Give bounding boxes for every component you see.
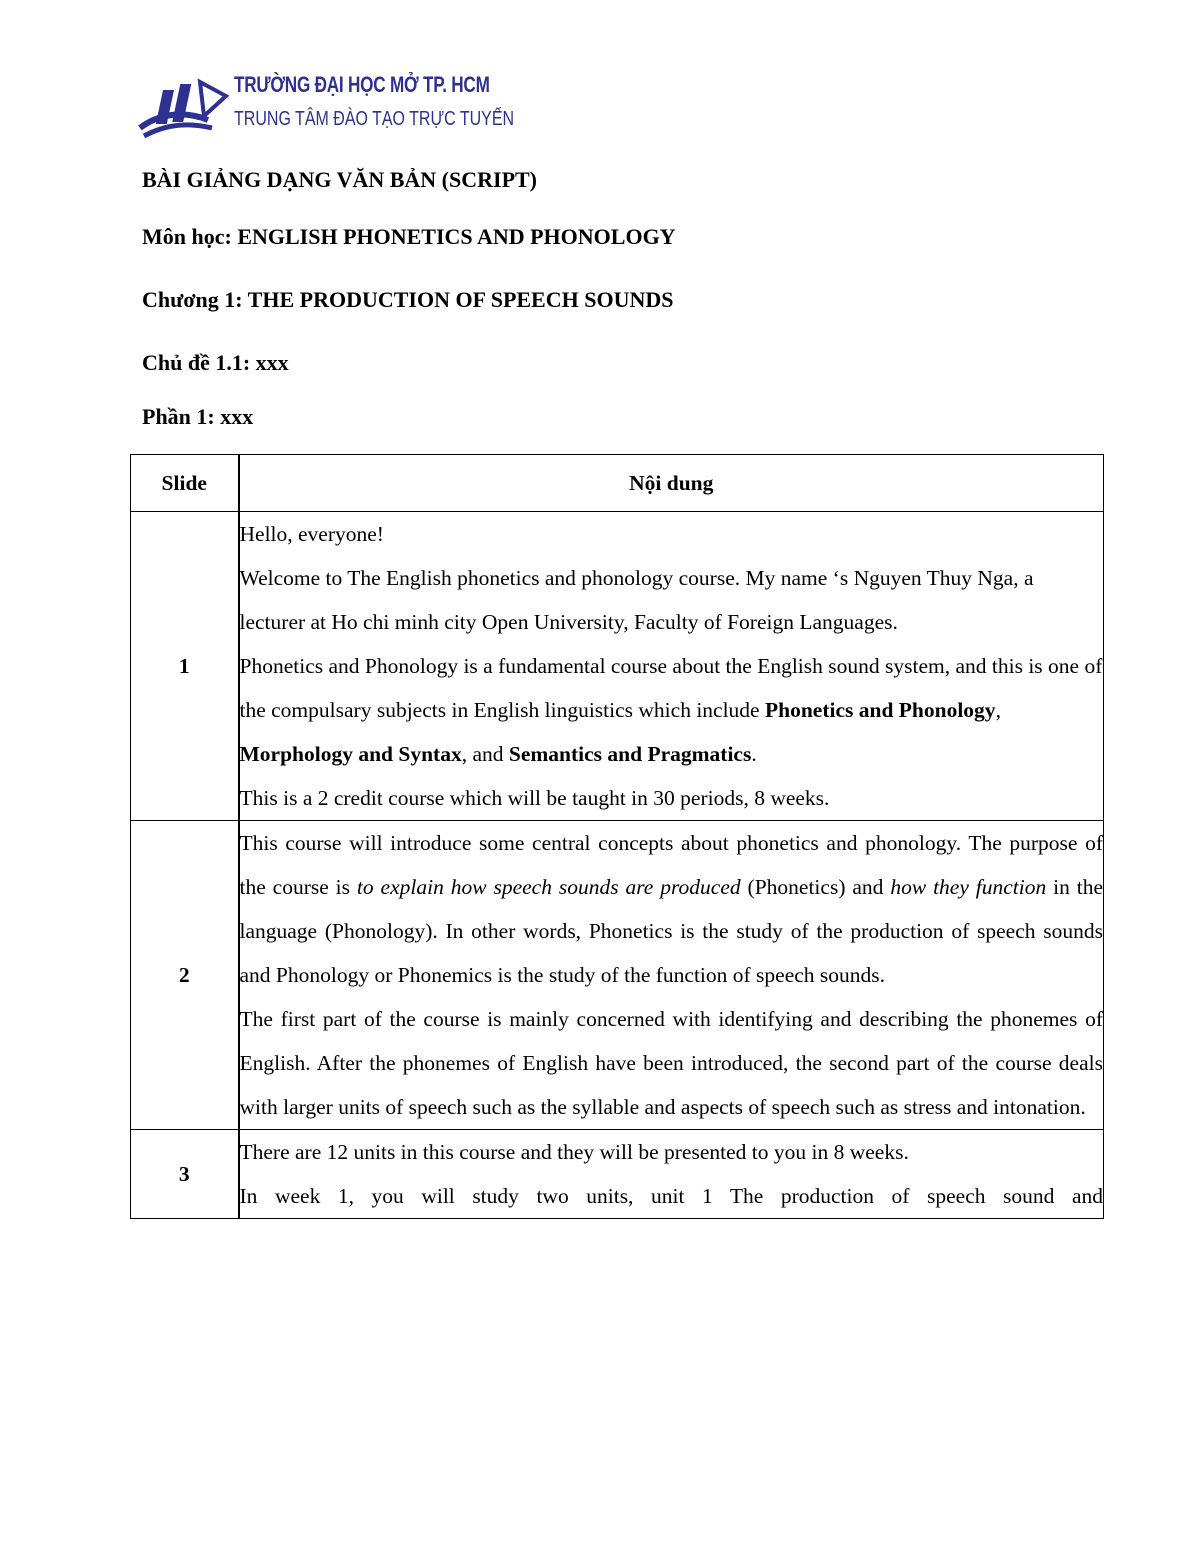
course-intro-paragraph	[240, 644, 1104, 776]
slide-number: 1	[131, 512, 239, 821]
logo-center-name: TRUNG TÂM ĐÀO TẠO TRỰC TUYẾN	[234, 108, 515, 130]
table-row	[131, 821, 1104, 1130]
course-parts-paragraph: The first part of the course is mainly concerned with identifying and describing the phonemes of English. After the phonemes of English have been introduced, the second part of the course deals with larger units of speech such as the syllable and aspects of speech such as stress and intonation.	[239, 1007, 1103, 1119]
emphasis-text: to explain how speech sounds are produced	[356, 875, 741, 899]
table-row	[131, 1130, 1104, 1219]
emphasis-text: how they function	[890, 875, 1047, 899]
slide-number: 2	[131, 821, 239, 1130]
text: in the language (Phonology). In other words, Phonetics is the study of the production of speech sounds and Phonology or Phonemics is the study of the function of speech sounds.	[239, 875, 1104, 987]
text: This course will introduce some central concepts about phonetics and phonology. The purpose of the course is	[239, 831, 1103, 899]
university-logo	[138, 72, 515, 144]
slide-content	[239, 821, 1104, 1130]
topic-heading: Chủ đề 1.1: xxx	[142, 350, 289, 375]
logo-university-name: TRƯỜNG ĐẠI HỌC MỞ TP. HCM	[234, 72, 490, 97]
subject-semantics: Semantics and Pragmatics	[508, 742, 752, 766]
text: (Phonetics) and	[740, 875, 891, 899]
welcome-paragraph: Welcome to The English phonetics and phonology course. My name ‘s Nguyen Thuy Nga, a lecturer at Ho chi minh city Open University, Faculty of Foreign Languages.	[239, 566, 1034, 634]
subject-morphology: Morphology and Syntax	[239, 742, 462, 766]
slide-column-header: Slide	[131, 455, 239, 512]
script-table	[130, 454, 1104, 1219]
separator: ,	[995, 698, 1001, 722]
slide-content	[239, 1130, 1104, 1219]
greeting-text: Hello, everyone!	[239, 522, 384, 546]
separator: , and	[461, 742, 509, 766]
open-book-logo-icon	[138, 76, 230, 142]
credit-text: This is a 2 credit course which will be taught in 30 periods, 8 weeks.	[239, 786, 830, 810]
period: .	[751, 742, 757, 766]
document-title: BÀI GIẢNG DẠNG VĂN BẢN (SCRIPT)	[142, 167, 538, 192]
slide-number: 3	[131, 1130, 239, 1219]
purpose-paragraph	[240, 821, 1104, 997]
content-column-header: Nội dung	[239, 455, 1104, 512]
subject-phonetics: Phonetics and Phonology	[764, 698, 996, 722]
slide-content	[239, 512, 1104, 821]
part-heading: Phần 1: xxx	[142, 404, 254, 429]
week-one-text: In week 1, you will study two units, unit 1 The production of speech sound and	[239, 1184, 1103, 1208]
subject-heading: Môn học: ENGLISH PHONETICS AND PHONOLOGY	[142, 224, 676, 249]
intro-text: Phonetics and Phonology is a fundamental course about the English sound system, and this is one of the compulsary subjects in English linguistics which include	[239, 654, 1103, 722]
table-header-row	[131, 455, 1104, 512]
table-row	[131, 512, 1104, 821]
units-text: There are 12 units in this course and they will be presented to you in 8 weeks.	[239, 1140, 909, 1164]
chapter-heading: Chương 1: THE PRODUCTION OF SPEECH SOUNDS	[142, 287, 674, 312]
